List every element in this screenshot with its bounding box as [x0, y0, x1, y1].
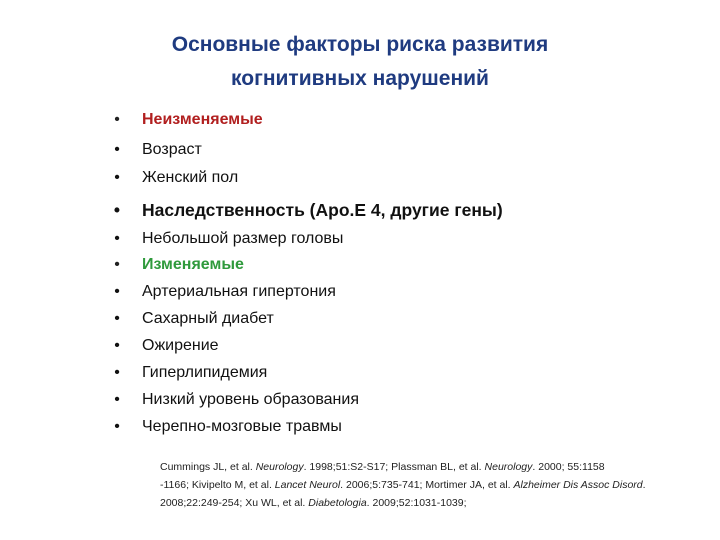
ref-text: . 2009;52:1031-1039;	[366, 497, 467, 509]
ref-text: . 2000; 55:1158	[532, 461, 605, 473]
title-line-1: Основные факторы риска развития	[171, 33, 549, 56]
bullet-icon: •	[114, 283, 120, 300]
ref-journal: Alzheimer Dis Assoc Disord	[513, 479, 643, 491]
bullet-label: Небольшой размер головы	[142, 230, 344, 247]
title-line-2: когнитивных нарушений	[231, 67, 489, 90]
bullet-icon: •	[114, 141, 120, 158]
ref-journal: Neurology	[484, 461, 533, 473]
ref-journal: Lancet Neurol	[274, 479, 341, 491]
references	[160, 458, 680, 512]
bullet-icon: •	[113, 200, 121, 220]
bullet-label: Ожирение	[142, 337, 219, 354]
slide-title	[60, 28, 660, 96]
bullet-icon: •	[114, 230, 120, 247]
bullet-icon: •	[114, 256, 120, 273]
bullet-label: Низкий уровень образования	[142, 391, 359, 408]
bullet-icon: •	[114, 310, 120, 327]
bullet-icon: •	[114, 391, 120, 408]
bullet-icon: •	[114, 169, 120, 186]
bullet-label: Черепно-мозговые травмы	[142, 418, 342, 435]
ref-text: . 1998;51:S2-S17; Plassman BL, et al.	[303, 461, 485, 473]
bullet-label: Неизменяемые	[142, 111, 263, 128]
ref-journal: Neurology	[255, 461, 304, 473]
bullet-label: Наследственность (Apo.E 4, другие гены)	[142, 200, 503, 220]
bullet-icon: •	[114, 111, 120, 128]
bullet-label: Артериальная гипертония	[142, 283, 336, 300]
bullet-icon: •	[114, 337, 120, 354]
ref-text: . 2008;22:249-254; Xu WL, et al.	[160, 479, 646, 509]
bullet-icon: •	[114, 418, 120, 435]
bullet-label: Женский пол	[142, 169, 239, 186]
bullet-icon: •	[114, 364, 120, 381]
ref-text: -1166; Kivipelto M, et al.	[160, 479, 275, 491]
ref-journal: Diabetologia	[308, 497, 367, 509]
ref-text: . 2006;5:735-741; Mortimer JA, et al.	[340, 479, 514, 491]
bullet-label: Изменяемые	[142, 256, 244, 273]
bullet-label: Сахарный диабет	[142, 310, 274, 327]
bullet-label: Возраст	[142, 141, 202, 158]
bullet-label: Гиперлипидемия	[142, 364, 268, 381]
ref-text: Cummings JL, et al.	[160, 461, 256, 473]
